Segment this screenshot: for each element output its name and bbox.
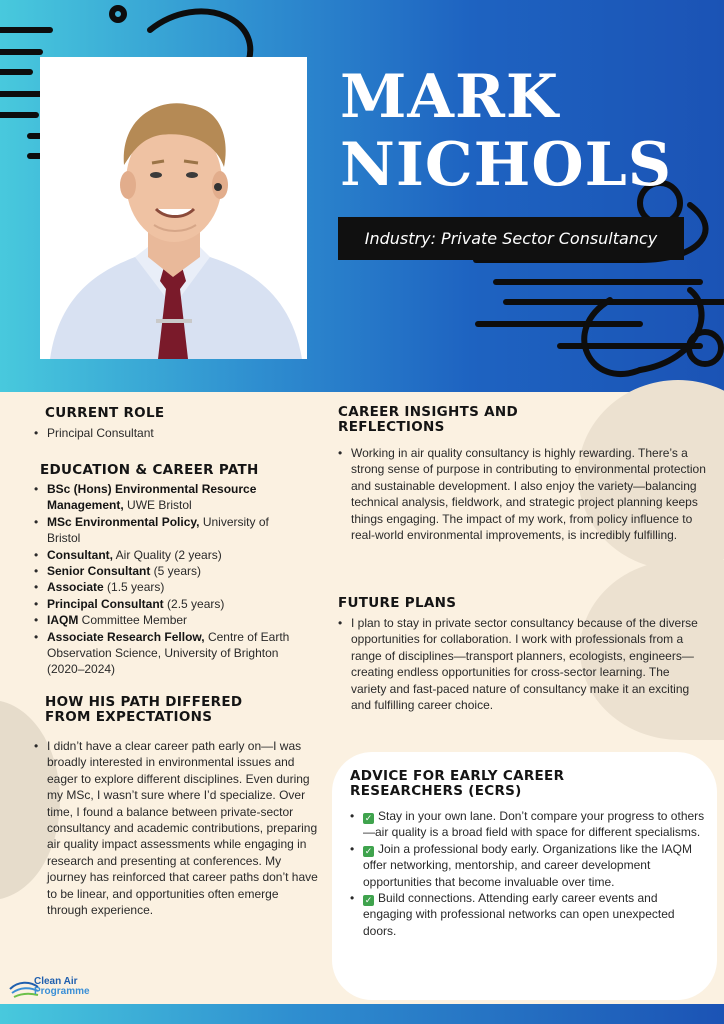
- checkmark-icon: ✓: [364, 845, 373, 856]
- list-item: [34, 579, 302, 595]
- list-item: [350, 890, 706, 939]
- checkmark-icon: ✓: [364, 895, 373, 906]
- item-bold: Consultant,: [47, 547, 113, 562]
- insights-list: [338, 445, 708, 543]
- item-bold: IAQM: [47, 613, 79, 628]
- insights-heading: [338, 405, 518, 435]
- list-item: • I plan to stay in private sector consultancy because of the diverse opportunities for collaboration. I work with professionals from a range of disciplines—transport planners, ecologists, engineers—creating endless opportunities for cross-sector learning. The variety and fast-paced nature of consultancy make it an exciting and fulfilling career choice.: [338, 615, 708, 713]
- list-item: [34, 481, 302, 514]
- heading-line: HOW HIS PATH DIFFERED: [45, 694, 243, 710]
- item-text: UWE Bristol: [123, 498, 192, 513]
- footer-bar: [0, 1004, 724, 1024]
- list-item: [34, 629, 302, 678]
- item-bold: Senior Consultant: [47, 564, 151, 579]
- list-item: [34, 563, 302, 579]
- item-text: Centre of Earth Observation Science, University of Brighton (2020–2024): [47, 629, 290, 677]
- logo-text: [34, 977, 90, 997]
- list-item: [34, 514, 302, 547]
- item-bold: Principal Consultant: [47, 596, 164, 611]
- item-bold: MSc Environmental Policy,: [47, 514, 200, 529]
- current-role-heading: CURRENT ROLE: [45, 405, 165, 421]
- heading-line: RESEARCHERS (ECRS): [350, 783, 522, 799]
- logo-line: Programme: [34, 986, 90, 997]
- list-item: • I didn’t have a clear career path early on—I was broadly interested in environmental issues and eager to explore different disciplines. Even during my MSc, I wasn’t sure where I’d specialize. Over time, I found a balance between private-sector consultancy and academic contributions, preparing air quality impact assessments while engaging in research and presenting at conferences. My journey has reinforced that career paths don’t have to be linear, and opportunities often emerge through experience.: [34, 738, 320, 918]
- item-bold: Associate: [47, 580, 104, 595]
- item-text: (1.5 years): [103, 580, 165, 595]
- current-role-list: [34, 425, 324, 441]
- education-heading: EDUCATION & CAREER PATH: [40, 462, 259, 478]
- checkmark-icon: ✓: [364, 813, 373, 823]
- portrait-illustration: [40, 57, 307, 359]
- heading-line: FROM EXPECTATIONS: [45, 709, 213, 725]
- list-item: • Working in air quality consultancy is highly rewarding. There’s a strong sense of purpose in contributing to environmental protection and sustainable development. I also enjoy the variety—balancing technical analysis, fieldwork, and strategic project planning keeps things engaging. The impact of my work, from policy influence to real-world environmental improvements, is incredibly fulfilling.: [338, 445, 708, 543]
- list-item: [34, 547, 302, 563]
- item-bold: Associate Research Fellow,: [47, 629, 205, 644]
- heading-line: ADVICE FOR EARLY CAREER: [350, 768, 565, 784]
- item-text: Committee Member: [78, 613, 188, 628]
- header-banner: [0, 0, 724, 392]
- list-item: [34, 612, 302, 628]
- advice-heading: [350, 769, 564, 799]
- advice-list: [350, 808, 706, 939]
- item-text: Stay in your own lane. Don’t compare your progress to others—air quality is a broad field with space for different specialisms.: [363, 809, 705, 840]
- item-text: University of Bristol: [47, 514, 269, 546]
- education-list: [34, 481, 302, 678]
- portrait-photo: [40, 57, 307, 359]
- path-differed-list: [34, 738, 320, 918]
- list-item: • Principal Consultant: [34, 425, 324, 441]
- heading-line: REFLECTIONS: [338, 419, 445, 435]
- list-item: [350, 808, 706, 841]
- item-text: Air Quality (2 years): [113, 547, 222, 562]
- item-text: Join a professional body early. Organizations like the IAQM offer networking, mentorship, and career development opportunities that become invaluable over time.: [363, 841, 692, 889]
- item-text: Build connections. Attending early career events and engaging with professional networks can open unexpected doors.: [363, 891, 675, 938]
- list-item: [34, 596, 302, 612]
- item-text: (2.5 years): [163, 596, 225, 611]
- first-name: MARK: [340, 62, 559, 132]
- future-plans-list: [338, 615, 708, 713]
- item-text: (5 years): [150, 564, 202, 579]
- list-item: [350, 841, 706, 890]
- logo-line: Clean Air: [34, 976, 78, 987]
- heading-line: CAREER INSIGHTS AND: [338, 404, 519, 420]
- future-plans-heading: FUTURE PLANS: [338, 595, 457, 611]
- last-name: NICHOLS: [340, 130, 673, 200]
- item-bold: BSc (Hons) Environmental Resource Management,: [47, 482, 257, 513]
- industry-label: Industry: Private Sector Consultancy: [338, 217, 684, 260]
- path-differed-heading: [45, 695, 242, 725]
